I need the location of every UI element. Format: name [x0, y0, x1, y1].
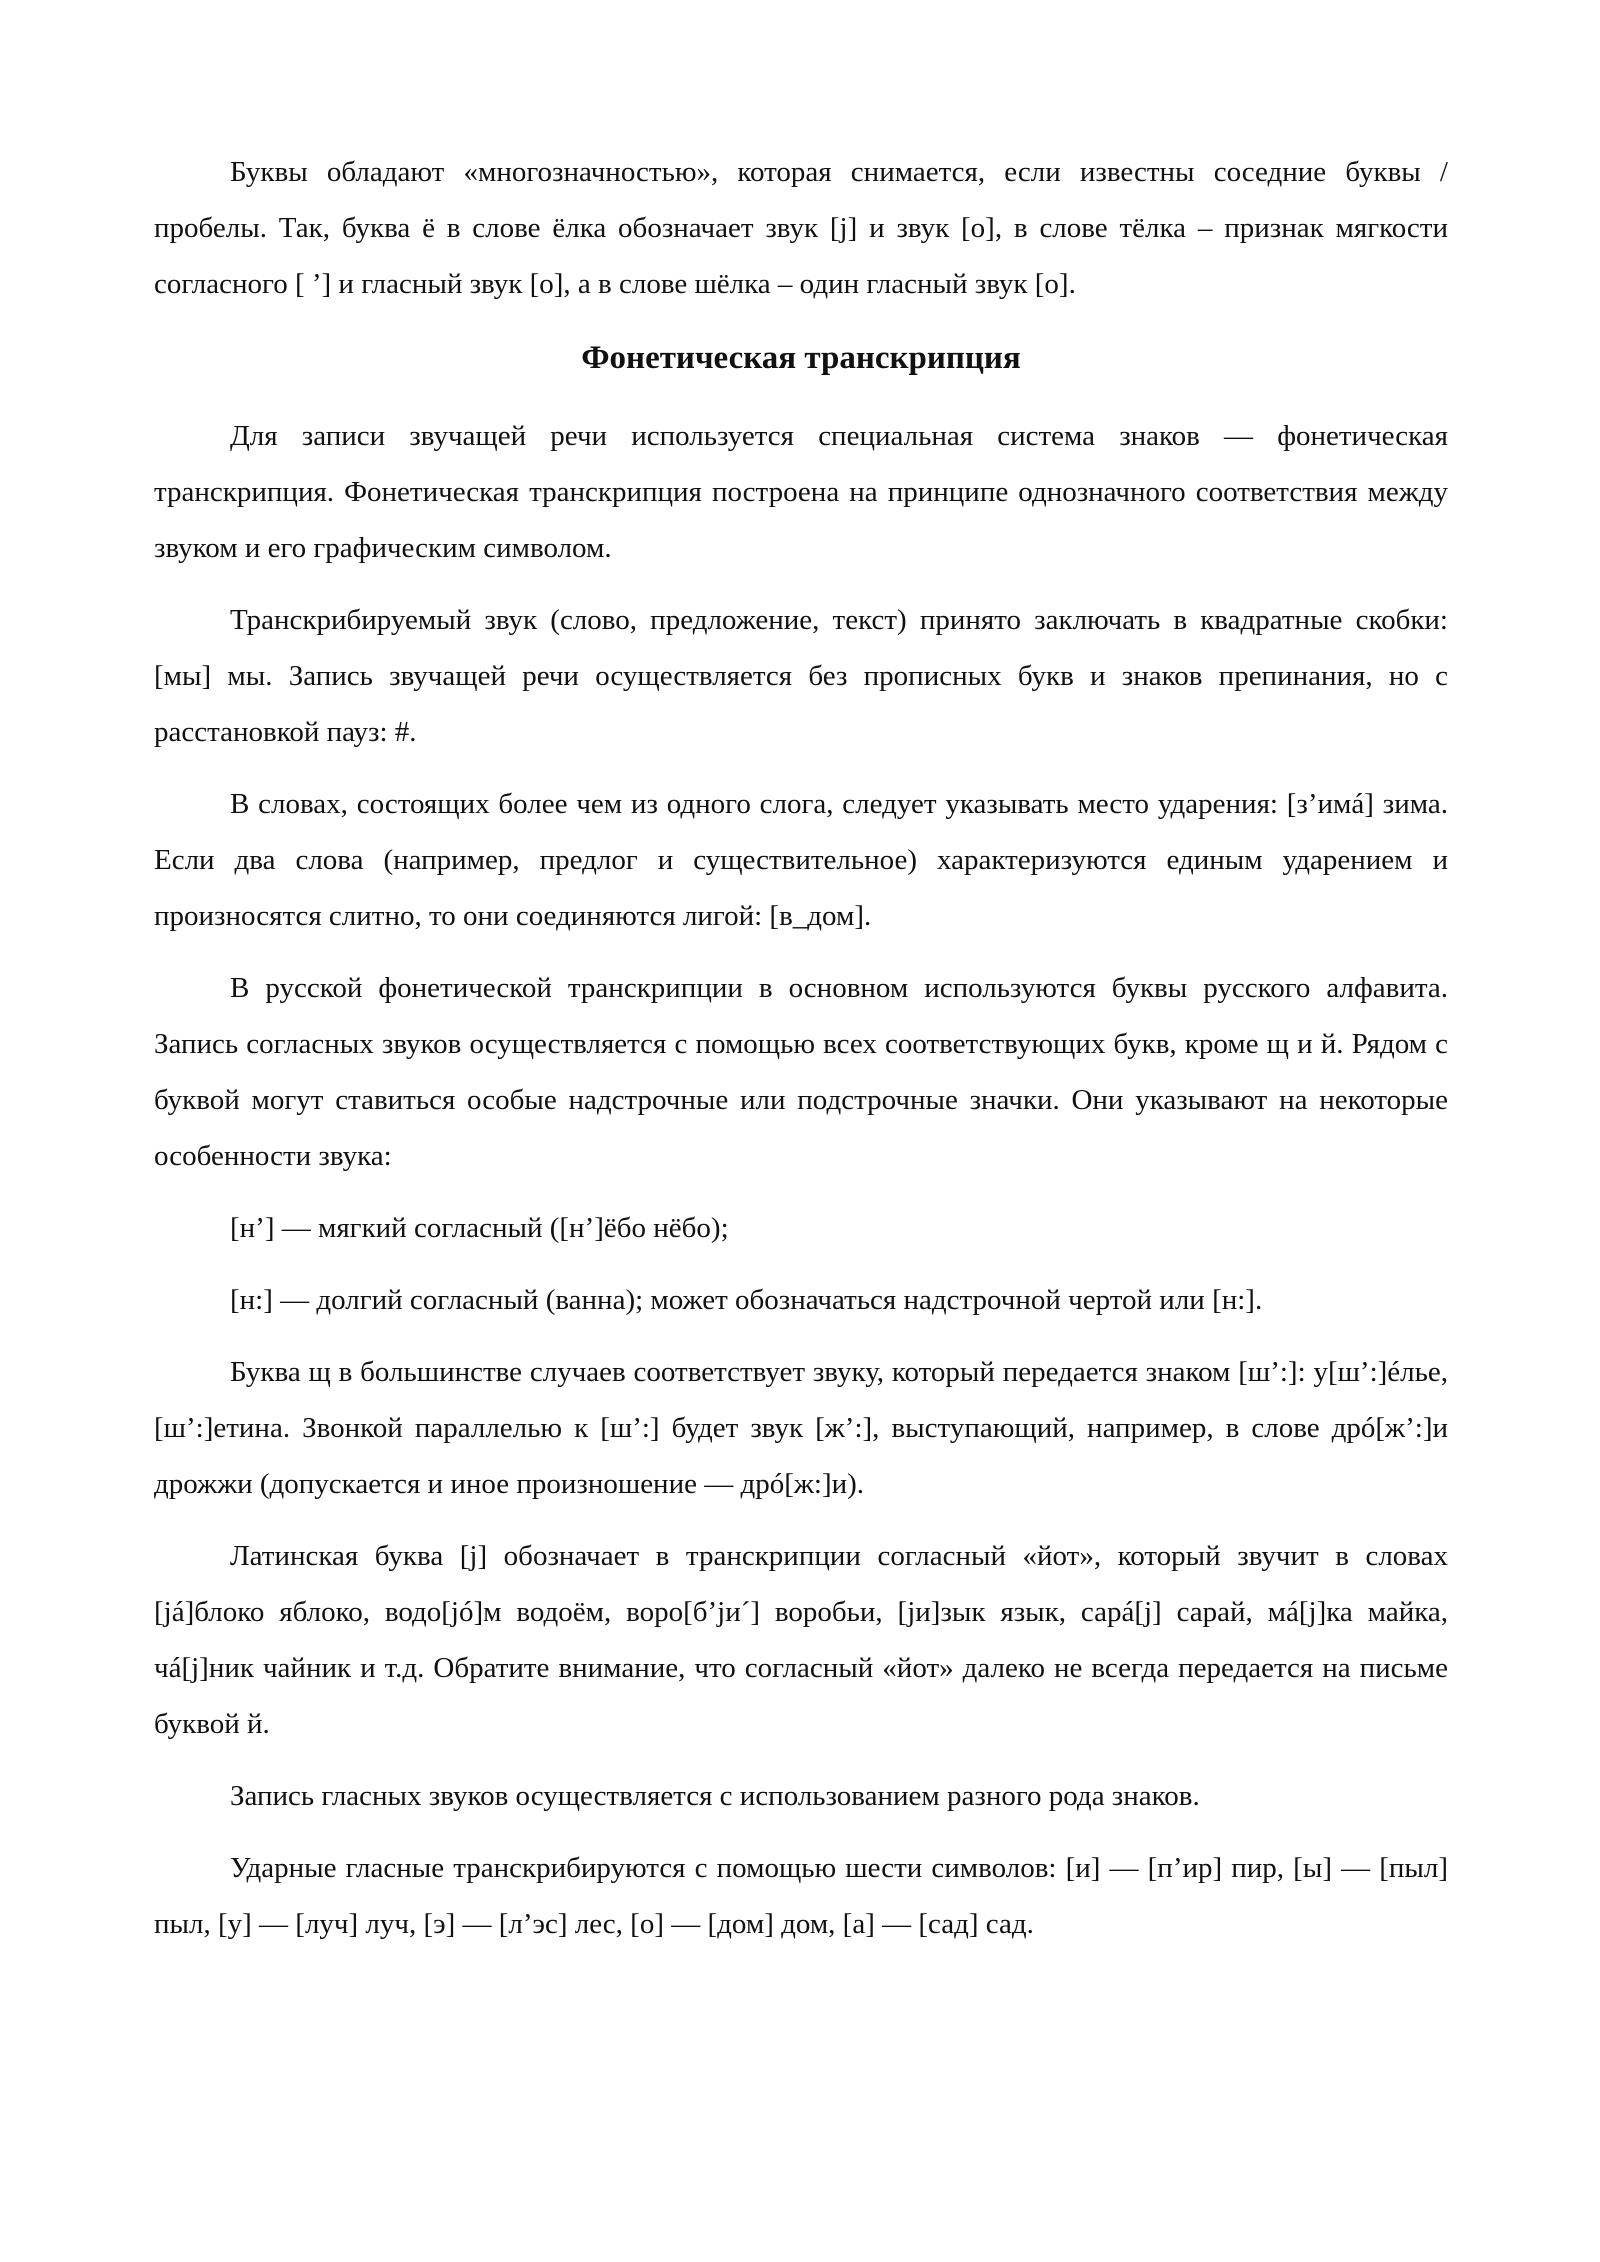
paragraph-stress: В словах, состоящих более чем из одного слога, следует указывать место ударения: [з’имá] зима. Если два слова (например, предлог и существительное) характеризуются единым ударением и произносятся слитно, то они соединяются лигой: [в_дом].	[154, 788, 1448, 932]
list-item-soft-consonant: [н’] — мягкий согласный ([н’]ёбо нёбо);	[230, 1212, 729, 1244]
paragraph-yot: Латинская буква [j] обозначает в транскрипции согласный «йот», который звучит в словах [já]блоко яблоко, водо[jó]м водоём, воро[б’jи´] воробьи, [jи]зык язык, сарá[j] сарай, мá[j]ка майка, чá[j]ник чайник и т.д. Обратите внимание, что согласный «йот» далеко не всегда передается на письме буквой й.	[154, 1540, 1448, 1740]
intro-paragraph: Буквы обладают «многозначностью», которая снимается, если известны соседние буквы / пробелы. Так, буква ё в слове ёлка обозначает звук [j] и звук [о], в слове тёлка – признак мягкости согласного [ ’] и гласный звук [о], а в слове шёлка – один гласный звук [о].	[154, 156, 1448, 300]
list-item-long-consonant: [н:] — долгий согласный (ванна); может обозначаться надстрочной чертой или [н:].	[230, 1284, 1263, 1316]
paragraph-stressed-vowels: Ударные гласные транскрибируются с помощью шести символов: [и] — [п’ир] пир, [ы] — [пыл] пыл, [у] — [луч] луч, [э] — [л’эс] лес, [о] — [дом] дом, [а] — [сад] сад.	[154, 1852, 1448, 1940]
section-title: Фонетическая транскрипция	[581, 340, 1021, 376]
paragraph-alphabet: В русской фонетической транскрипции в основном используются буквы русского алфавита. Запись согласных звуков осуществляется с помощью всех соответствующих букв, кроме щ и й. Рядом с буквой могут ставиться особые надстрочные или подстрочные значки. Они указывают на некоторые особенности звука:	[154, 972, 1448, 1172]
paragraph-shch: Буква щ в большинстве случаев соответствует звуку, который передается знаком [ш’:]: у[ш’:]éлье, [ш’:]етина. Звонкой параллелью к [ш’:] будет звук [ж’:], выступающий, например, в слове дрó[ж’:]и дрожжи (допускается и иное произношение — дрó[ж:]и).	[154, 1356, 1448, 1500]
paragraph-transcription-definition: Для записи звучащей речи используется специальная система знаков — фонетическая транскрипция. Фонетическая транскрипция построена на принципе однозначного соответствия между звуком и его графическим символом.	[154, 420, 1448, 564]
document-page	[154, 144, 1448, 1968]
paragraph-brackets: Транскрибируемый звук (слово, предложение, текст) принято заключать в квадратные скобки: [мы] мы. Запись звучащей речи осуществляется без прописных букв и знаков препинания, но с расстановкой пауз: #.	[154, 604, 1448, 748]
paragraph-vowels: Запись гласных звуков осуществляется с использованием разного рода знаков.	[230, 1780, 1200, 1812]
